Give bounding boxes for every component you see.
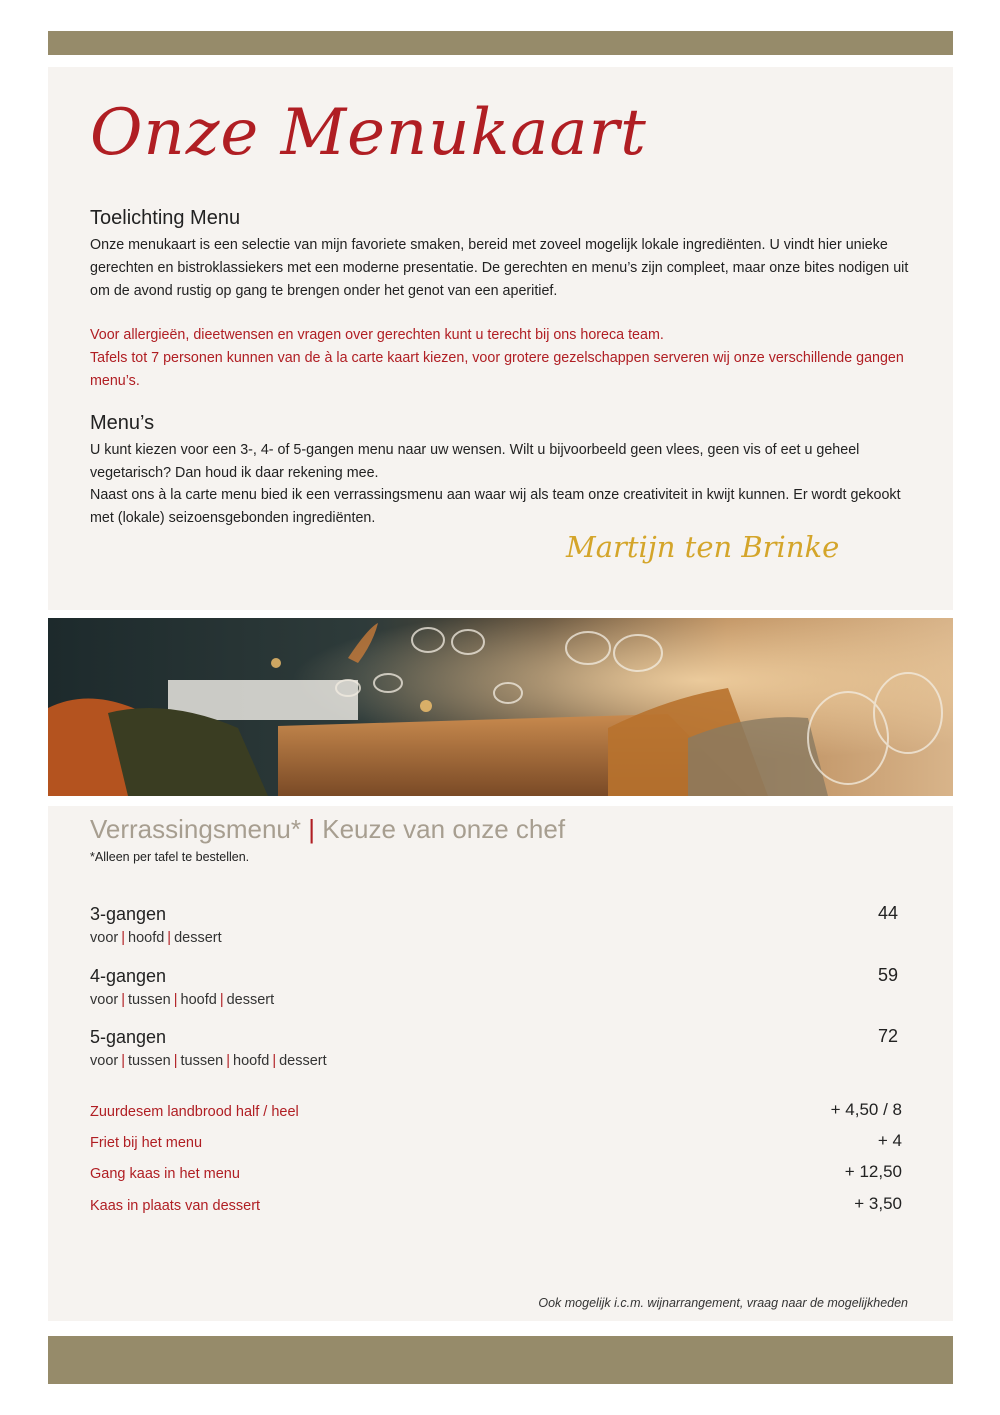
course-item: [90, 965, 900, 1011]
extra-price: + 12,50: [844, 1162, 902, 1181]
extra-name: Kaas in plaats van dessert: [90, 1198, 261, 1214]
course-part: voor: [90, 930, 119, 946]
part-separator: |: [167, 930, 172, 946]
extra-price: + 4,50 / 8: [830, 1100, 902, 1119]
menus-text-1: U kunt kiezen voor een 3-, 4- of 5-gangen menu naar uw wensen. Wilt u bijvoorbeeld geen vlees, geen vis of eet u geheel vegetarisch? Dan houd ik daar rekening mee.: [90, 441, 860, 481]
intro-text-block: [90, 206, 910, 530]
course-item: [90, 1026, 900, 1072]
wine-arrangement-footnote: Ook mogelijk i.c.m. wijnarrangement, vraag naar de mogelijkheden: [538, 1296, 908, 1310]
course-parts: [90, 1050, 900, 1072]
extra-name: Friet bij het menu: [90, 1135, 203, 1151]
course-part: hoofd: [128, 930, 165, 946]
course-parts: [90, 989, 900, 1011]
course-part: voor: [90, 992, 119, 1008]
surprise-menu-note: *Alleen per tafel te bestellen.: [90, 850, 250, 864]
part-separator: |: [121, 992, 125, 1008]
part-separator: |: [173, 1053, 178, 1069]
course-part: voor: [90, 1053, 119, 1069]
part-separator: |: [219, 992, 224, 1008]
course-name: 3-gangen: [90, 904, 167, 924]
extra-item: [90, 1096, 902, 1122]
restaurant-photo: [48, 618, 953, 796]
chef-signature: Martijn ten Brinke: [566, 530, 840, 564]
course-part: dessert: [174, 930, 222, 946]
course-price: 72: [877, 1026, 898, 1046]
course-part: tussen: [128, 992, 171, 1008]
toelichting-heading: Toelichting Menu: [90, 207, 241, 229]
course-price: 44: [877, 903, 898, 923]
allergy-text: Voor allergieën, dieetwensen en vragen over gerechten kunt u terecht bij ons horeca team.: [90, 327, 664, 344]
menus-text-2: Naast ons à la carte menu bied ik een verrassingsmenu aan waar wij als team onze creativiteit in kwijt kunnen. Er wordt gekookt met (lokale) seizoensgebonden ingrediënten.: [90, 487, 901, 527]
title-separator: |: [308, 814, 315, 844]
restaurant-photo-illustration: [48, 618, 953, 796]
part-separator: |: [272, 1053, 277, 1069]
extra-name: Gang kaas in het menu: [90, 1166, 240, 1182]
course-part: hoofd: [233, 1053, 270, 1069]
course-price: 59: [877, 965, 898, 985]
extra-price: + 4: [877, 1131, 902, 1150]
extra-item: [90, 1190, 902, 1216]
extra-price: + 3,50: [854, 1194, 902, 1213]
extra-item: [90, 1158, 902, 1184]
bottom-decorative-band: [48, 1336, 953, 1384]
part-separator: |: [121, 930, 125, 946]
course-part: hoofd: [180, 992, 217, 1008]
part-separator: |: [226, 1053, 231, 1069]
extra-name: Zuurdesem landbrood half / heel: [90, 1104, 299, 1120]
course-part: dessert: [226, 992, 275, 1008]
part-separator: |: [121, 1053, 125, 1069]
course-part: tussen: [128, 1053, 171, 1069]
extra-item: [90, 1127, 902, 1153]
surprise-menu-title: [90, 814, 565, 845]
course-part: dessert: [279, 1053, 327, 1069]
part-separator: |: [173, 992, 178, 1008]
course-parts: [90, 927, 900, 949]
course-part: tussen: [180, 1053, 224, 1069]
course-item: [90, 903, 900, 949]
surprise-menu-title-right: Keuze van onze chef: [322, 814, 566, 844]
course-name: 4-gangen: [90, 966, 167, 986]
top-decorative-band: [48, 31, 953, 55]
surprise-menu-title-left: Verrassingsmenu*: [90, 814, 301, 844]
tables-text: Tafels tot 7 personen kunnen van de à la carte kaart kiezen, voor grotere gezelschappen serveren wij onze verschillende gangen menu’s.: [90, 350, 904, 389]
toelichting-text: Onze menukaart is een selectie van mijn favoriete smaken, bereid met zoveel mogelijk lokale ingrediënten. U vindt hier unieke gerechten en bistroklassiekers met een moderne presentatie. De gerechten en menu’s zijn compleet, maar onze bites nodigen uit om de avond rustig op gang te brengen onder het genot van een aperitief.: [90, 237, 909, 299]
page-title: Onze Menukaart: [90, 96, 647, 170]
course-name: 5-gangen: [90, 1027, 167, 1047]
menus-heading: Menu’s: [90, 411, 155, 434]
